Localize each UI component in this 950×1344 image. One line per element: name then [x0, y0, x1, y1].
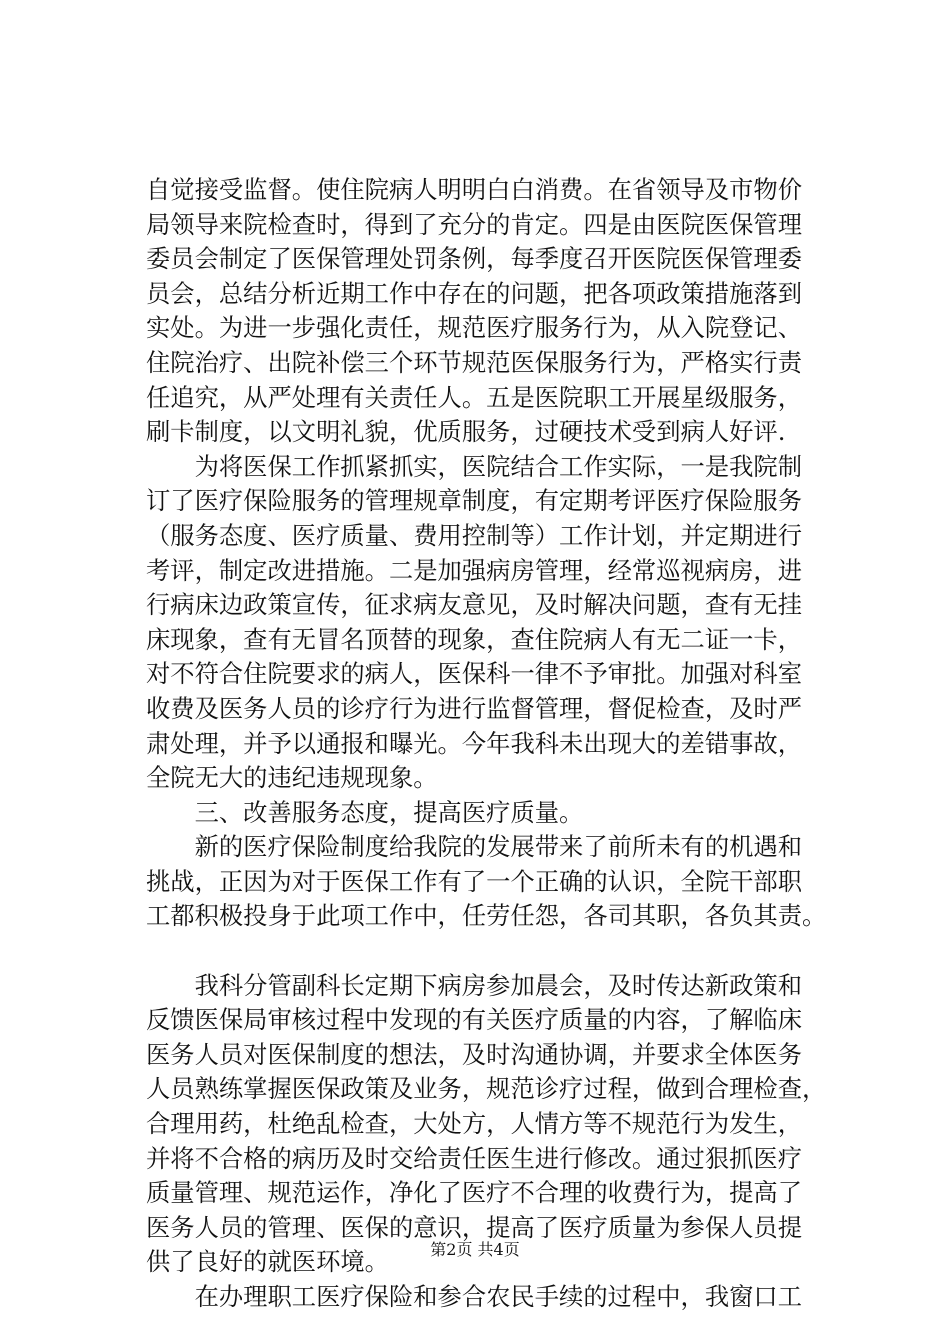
paragraph-2: 为将医保工作抓紧抓实，医院结合工作实际，一是我院制 订了医疗保险服务的管理规章制度，有定期考评医疗保险服务 （服务态度、医疗质量、费用控制等）工作计划，并定期进行 考评，制定改进措施。二是加强病房管理，经常巡视病房，进 行病床边政策宣传，征求病友意见，及时解决问题，查有无挂 床现象，查有无冒名顶替的现象，查住院病人有无二证一卡， 对不符合住院要求的病人，医保科一律不予审批。加强对科室 收费及医务人员的诊疗行为进行监督管理，督促检查，及时严 肃处理，并予以通报和曝光。今年我科未出现大的差错事故， 全院无大的违纪违规现象。: [146, 451, 803, 793]
paragraph-spacer: [146, 934, 846, 969]
paragraph-1: 自觉接受监督。使住院病人明明白白消费。在省领导及市物价 局领导来院检查时，得到了充分的肯定。四是由医院医保管理 委员会制定了医保管理处罚条例，每季度召开医院医保管理委 员会，总结分析近期工作中存在的问题，把各项政策措施落到 实处。为进一步强化责任，规范医疗服务行为，从入院登记、 住院治疗、出院补偿三个环节规范医保服务行为，严格实行责 任追究，从严处理有关责任人。五是医院职工开展星级服务， 刷卡制度，以文明礼貌，优质服务，过硬技术受到病人好评.: [146, 175, 803, 447]
paragraph-4: 新的医疗保险制度给我院的发展带来了前所未有的机遇和 挑战，正因为对于医保工作有了一个正确的认识，全院干部职 工都积极投身于此项工作中，任劳任怨，各司其职，各负其责。: [146, 832, 827, 931]
document-body: [146, 173, 846, 1315]
paragraph-5: 我科分管副科长定期下病房参加晨会，及时传达新政策和 反馈医保局审核过程中发现的有关医疗质量的内容，了解临床 医务人员对医保制度的想法，及时沟通协调，并要求全体医务 人员熟练掌握医保政策及业务，规范诊疗过程，做到合理检查， 合理用药，杜绝乱检查，大处方，人情方等不规范行为发生， 并将不合格的病历及时交给责任医生进行修改。通过狠抓医疗 质量管理、规范运作，净化了医疗不合理的收费行为，提高了 医务人员的管理、医保的意识，提高了医疗质量为参保人员提 供了良好的就医环境。: [146, 970, 827, 1277]
paragraph-6: 在办理职工医疗保险和参合农民手续的过程中，我窗口工: [146, 1282, 803, 1311]
page-number-footer: 第2页 共4页: [430, 1240, 520, 1259]
section-heading-3: 三、改善服务态度，提高医疗质量。: [146, 797, 584, 827]
